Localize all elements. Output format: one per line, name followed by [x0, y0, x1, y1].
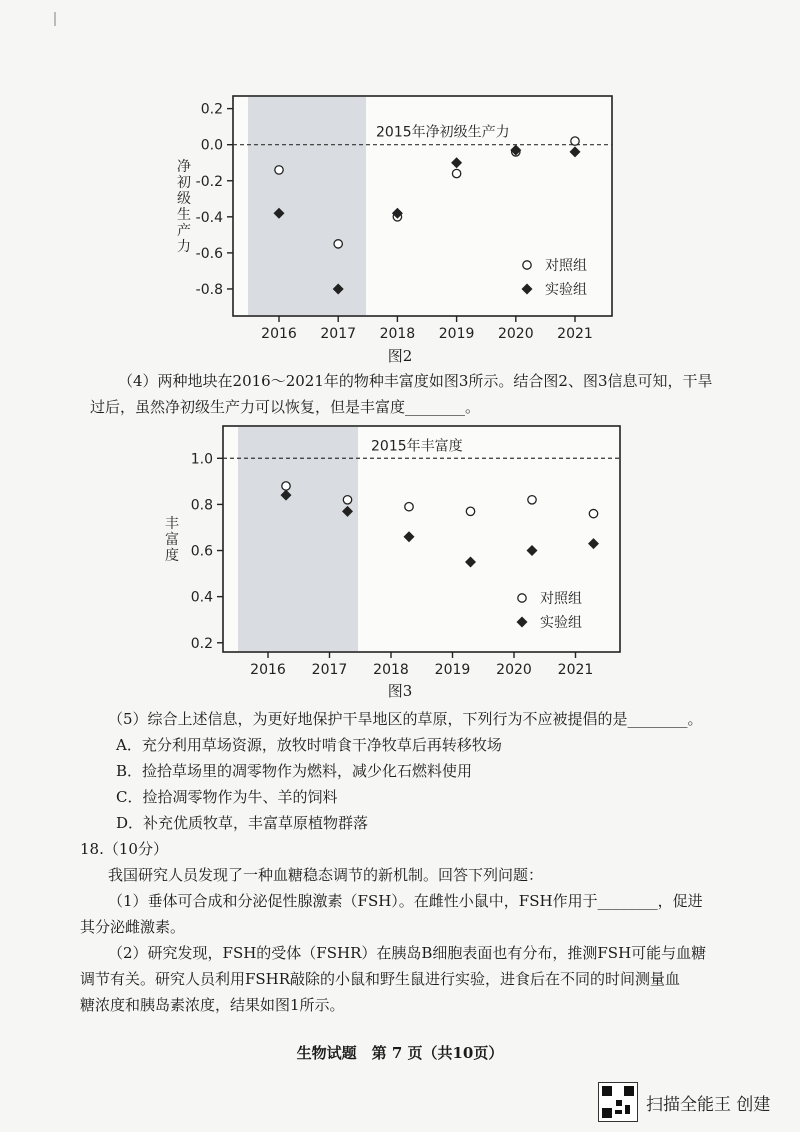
scanner-watermark	[598, 1082, 770, 1122]
legend-control-label: 对照组	[540, 591, 582, 607]
x-tick-label: 2021	[557, 326, 593, 342]
control-point	[466, 507, 474, 515]
x-tick-label: 2020	[496, 662, 532, 678]
x-tick-label: 2019	[434, 662, 471, 678]
y-tick-label: 0.0	[200, 137, 223, 154]
legend-control-marker	[518, 594, 526, 602]
x-tick-label: 2016	[250, 662, 286, 678]
control-point	[528, 496, 536, 504]
y-tick-label: 1.0	[190, 451, 213, 468]
y-tick-label: 0.4	[190, 589, 213, 606]
q5-stem: （5）综合上述信息，为更好地保护干旱地区的草原，下列行为不应被提倡的是________。	[108, 710, 703, 728]
x-tick-label: 2021	[557, 662, 594, 678]
q18-number: 18.（10分）	[80, 840, 168, 858]
y-axis-label: 净初级生产力	[177, 159, 191, 255]
y-tick-label: -0.4	[195, 209, 223, 226]
q18-intro: 我国研究人员发现了一种血糖稳态调节的新机制。回答下列问题：	[108, 866, 544, 884]
y-tick-label: -0.8	[195, 281, 223, 298]
qr-code-icon	[598, 1082, 638, 1122]
q4-line-2: 过后，虽然净初级生产力可以恢复，但是丰富度________。	[90, 398, 481, 416]
q5-option-c: C．捡拾凋零物作为牛、羊的饲料	[116, 788, 338, 806]
figure-2-caption: 图2	[387, 347, 413, 365]
x-tick-label: 2020	[497, 326, 534, 342]
x-tick-label: 2016	[261, 326, 297, 342]
x-tick-label: 2018	[379, 326, 416, 342]
q4-line-1: （4）两种地块在2016～2021年的物种丰富度如图3所示。结合图2、图3信息可知，干旱	[118, 372, 713, 390]
x-tick-label: 2019	[438, 326, 475, 342]
y-tick-label: 0.2	[200, 101, 223, 118]
legend-experiment-label: 实验组	[540, 615, 582, 631]
q18-part1-line1: （1）垂体可合成和分泌促性腺激素（FSH）。在雌性小鼠中，FSH作用于________，促进	[108, 892, 703, 910]
q5-option-d: D．补充优质牧草，丰富草原植物群落	[116, 814, 369, 832]
y-tick-label: 0.2	[190, 635, 213, 652]
y-tick-label: 0.6	[190, 543, 213, 560]
reference-label: 2015年丰富度	[371, 438, 463, 455]
figure-3-caption: 图3	[387, 682, 413, 700]
q18-part2-line1: （2）研究发现，FSH的受体（FSHR）在胰岛B细胞表面也有分布，推测FSH可能与血糖	[108, 944, 707, 962]
q5-option-a: A．充分利用草场资源，放牧时啃食干净牧草后再转移牧场	[116, 736, 502, 754]
y-tick-label: -0.2	[195, 173, 223, 190]
x-tick-label: 2018	[373, 662, 409, 678]
y-tick-label: -0.6	[195, 245, 223, 262]
y-axis-label: 丰富度	[165, 516, 179, 564]
reference-label: 2015年净初级生产力	[376, 124, 510, 141]
y-tick-label: 0.8	[190, 497, 213, 514]
legend-control-label: 对照组	[545, 258, 587, 274]
control-point	[343, 496, 351, 504]
control-point	[405, 503, 413, 511]
control-point	[589, 509, 597, 517]
control-point	[282, 482, 290, 490]
q18-part1-line2: 其分泌雌激素。	[80, 918, 186, 936]
x-tick-label: 2017	[320, 326, 357, 342]
page-footer: 生物试题 第 7 页（共10页）	[296, 1044, 504, 1062]
q18-part2-line3: 糖浓度和胰岛素浓度，结果如图1所示。	[80, 996, 345, 1014]
x-tick-label: 2017	[311, 662, 348, 678]
watermark-text: 扫描全能王 创建	[646, 1094, 771, 1115]
legend-experiment-label: 实验组	[545, 282, 587, 298]
q18-part2-line2: 调节有关。研究人员利用FSHR敲除的小鼠和野生鼠进行实验，进食后在不同的时间测量血	[80, 970, 681, 988]
drought-shaded-region	[238, 427, 358, 651]
q5-option-b: B．捡拾草场里的凋零物作为燃料，减少化石燃料使用	[116, 762, 473, 780]
